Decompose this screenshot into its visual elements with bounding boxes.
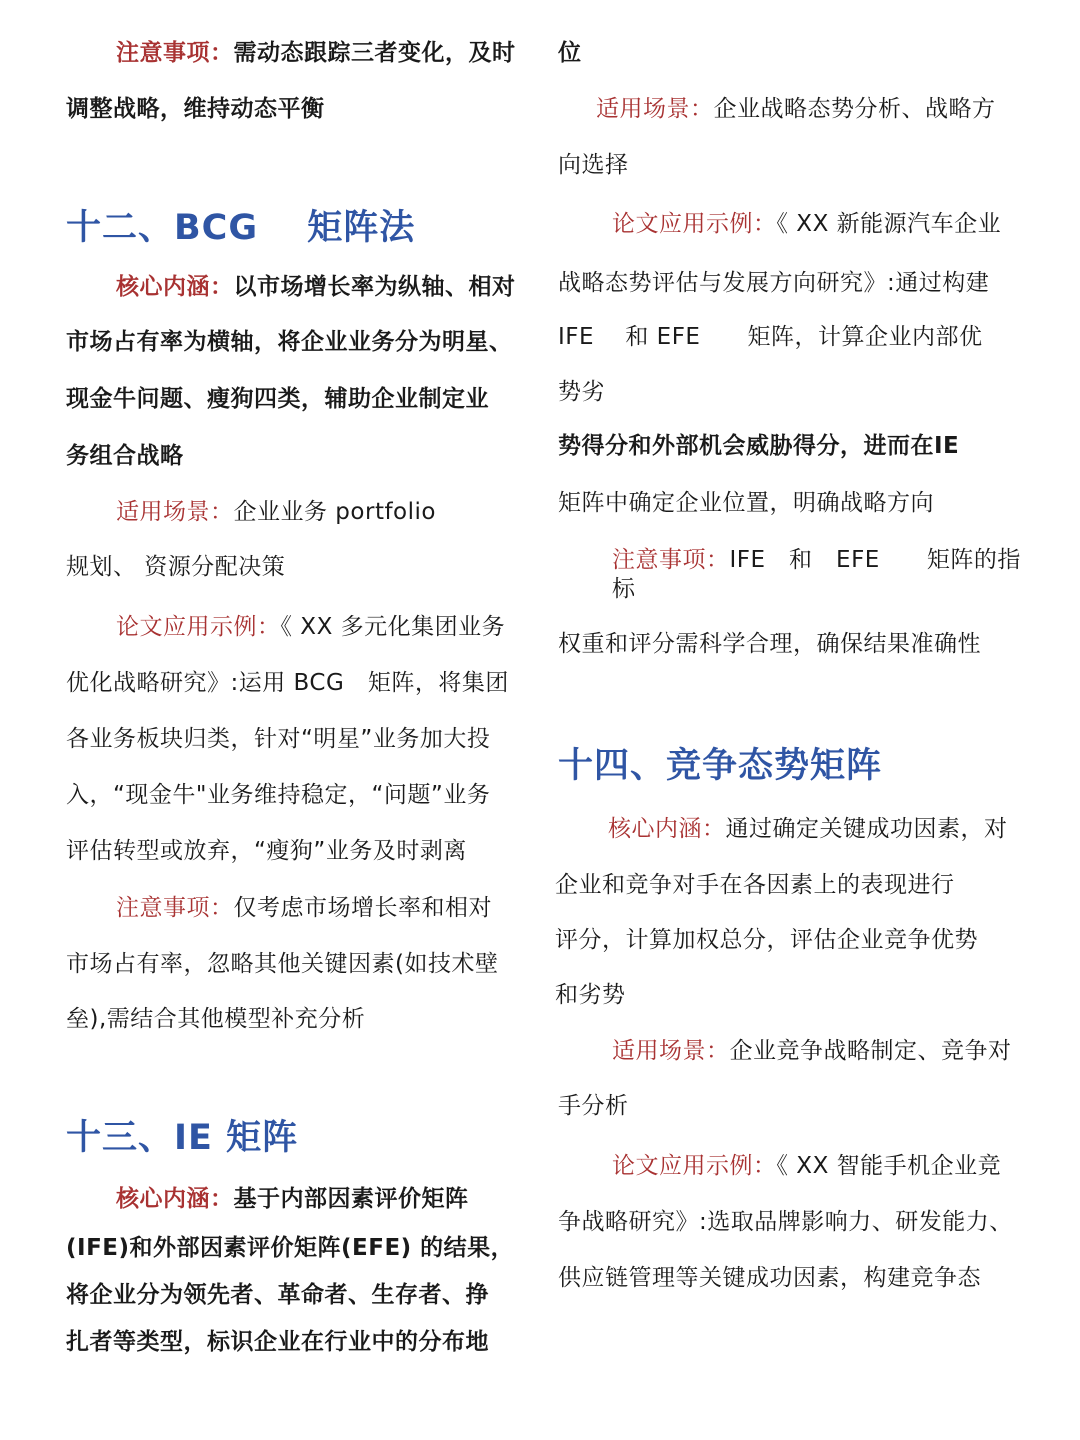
scene-label: 适用场景： (596, 96, 714, 122)
bcg-note-line2: 市场占有率，忽略其他关键因素(如技术壁 (66, 951, 499, 977)
note-label: 注意事项： (612, 547, 730, 573)
ie-position-tail: 位 (558, 40, 582, 66)
example-label: 论文应用示例： (612, 1153, 777, 1179)
cpm-core-line4: 和劣势 (555, 982, 626, 1008)
ie-core-line2: (IFE)和外部因素评价矩阵(EFE) 的结果， (66, 1235, 515, 1261)
bcg-core-line1: 核心内涵：以市场增长率为纵轴、相对 (116, 274, 516, 300)
note-label: 注意事项： (116, 40, 234, 66)
bcg-example-line1: 论文应用示例：《 XX 多元化集团业务 (116, 614, 506, 640)
ie-note-line1b: 标 (612, 576, 636, 602)
cpm-scene-line1: 适用场景：企业竞争战略制定、竞争对 (612, 1038, 1012, 1064)
core-label: 核心内涵： (116, 274, 234, 300)
ie-example-line3: IFE 和 EFE 矩阵，计算企业内部优 (558, 324, 983, 350)
bcg-note-line3: 垒),需结合其他模型补充分析 (66, 1006, 366, 1032)
cpm-core-line1: 核心内涵：通过确定关键成功因素，对 (608, 816, 1008, 842)
example-label: 论文应用示例： (612, 211, 777, 237)
ie-core-line1: 核心内涵：基于内部因素评价矩阵 (116, 1186, 469, 1212)
bcg-core-line3: 现金牛问题、瘦狗四类，辅助企业制定业 (66, 386, 489, 412)
ie-note-line1: 注意事项：IFE 和 EFE 矩阵的指 (612, 547, 1021, 573)
cpm-scene-line2: 手分析 (558, 1093, 629, 1119)
ie-note-line2: 权重和评分需科学合理，确保结果准确性 (558, 631, 981, 657)
ie-example-line6: 矩阵中确定企业位置，明确战略方向 (558, 490, 934, 516)
ie-core-line3: 将企业分为领先者、革命者、生存者、挣 (66, 1282, 489, 1308)
bcg-heading: 十二、BCG 矩阵法 (66, 208, 416, 248)
bcg-example-line3: 各业务板块归类，针对“明星”业务加大投 (66, 726, 491, 752)
bcg-note-line1: 注意事项：仅考虑市场增长率和相对 (116, 895, 492, 921)
left-top-note-line1: 注意事项：需动态跟踪三者变化，及时 (116, 40, 516, 66)
ie-example-line5: 势得分和外部机会威胁得分，进而在IE (558, 433, 960, 459)
cpm-core-line3: 评分，计算加权总分，评估企业竞争优势 (555, 927, 978, 953)
bcg-core-line2: 市场占有率为横轴，将企业业务分为明星、 (66, 329, 513, 355)
bcg-core-line4: 务组合战略 (66, 443, 184, 469)
core-label: 核心内涵： (116, 1186, 234, 1212)
bcg-example-line5: 评估转型或放弃，“瘦狗”业务及时剥离 (66, 838, 467, 864)
ie-example-line1: 论文应用示例：《 XX 新能源汽车企业 (612, 211, 1002, 237)
bcg-scene-line1: 适用场景：企业业务 portfolio (116, 499, 436, 525)
bcg-scene-line2: 规划、 资源分配决策 (66, 554, 286, 580)
example-label: 论文应用示例： (116, 614, 281, 640)
cpm-example-line2: 争战略研究》:选取品牌影响力、研发能力、 (558, 1209, 1013, 1235)
cpm-example-line3: 供应链管理等关键成功因素，构建竞争态 (558, 1265, 981, 1291)
left-top-note-line2: 调整战略，维持动态平衡 (66, 96, 325, 122)
scene-label: 适用场景： (612, 1038, 730, 1064)
ie-example-line2: 战略态势评估与发展方向研究》:通过构建 (558, 270, 990, 296)
scene-label: 适用场景： (116, 499, 234, 525)
ie-scene-line1: 适用场景：企业战略态势分析、战略方 (596, 96, 996, 122)
bcg-example-line2: 优化战略研究》:运用 BCG 矩阵，将集团 (66, 670, 509, 696)
cpm-example-line1: 论文应用示例：《 XX 智能手机企业竞 (612, 1153, 1002, 1179)
ie-core-line4: 扎者等类型，标识企业在行业中的分布地 (66, 1329, 489, 1355)
cpm-heading: 十四、竞争态势矩阵 (558, 746, 883, 786)
cpm-core-line2: 企业和竞争对手在各因素上的表现进行 (555, 872, 955, 898)
note-label: 注意事项： (116, 895, 234, 921)
ie-example-line4: 势劣 (558, 379, 605, 405)
core-label: 核心内涵： (608, 816, 726, 842)
ie-scene-line2: 向选择 (558, 152, 629, 178)
ie-heading: 十三、IE 矩阵 (66, 1118, 299, 1158)
bcg-example-line4: 入，“现金牛"业务维持稳定，“问题”业务 (66, 782, 491, 808)
